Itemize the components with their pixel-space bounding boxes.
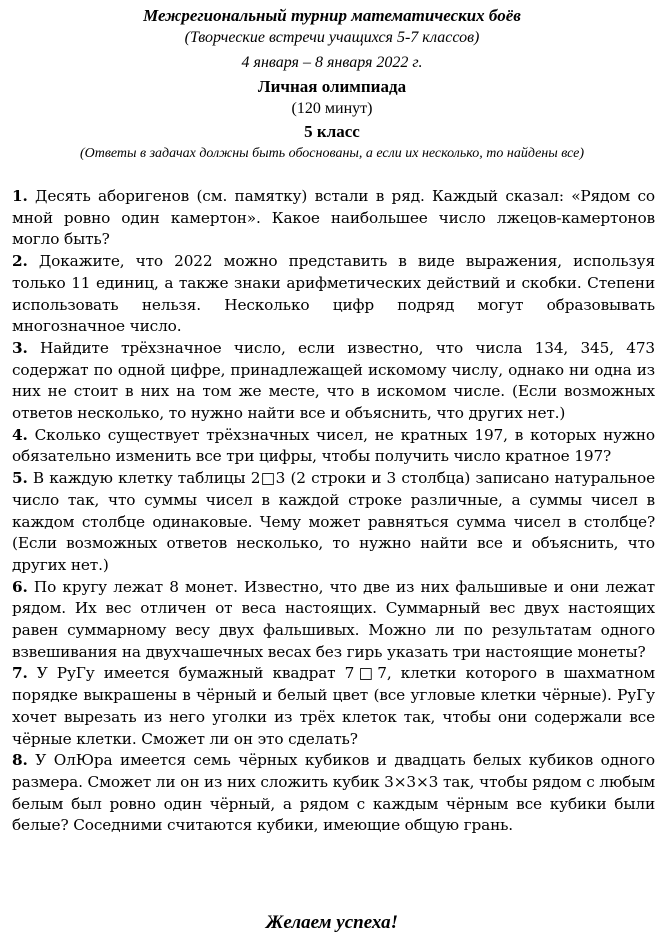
problem-4 (12, 425, 655, 468)
tournament-dates: 4 января – 8 января 2022 г. (241, 54, 423, 71)
problem-3 (12, 338, 655, 425)
problem-text: Десять аборигенов (см. памятку) встали в ряд. Каждый сказал: «Рядом со мной ровно один камертон». Какое наибольшее число лжецов-камертонов могло быть? (12, 187, 655, 249)
problem-7 (12, 663, 655, 750)
problem-number: 5. (12, 469, 28, 488)
problem-1 (12, 186, 655, 251)
problem-text: По кругу лежат 8 монет. Известно, что две из них фальшивые и они лежат рядом. Их вес отличен от веса настоящих. Суммарный вес двух настоящих равен суммарному весу двух фальшивых. Можно ли по результатам одного взвешивания на двухчашечных весах без гирь указать три настоящие монеты? (12, 577, 655, 661)
tournament-subtitle: (Творческие встречи учащихся 5-7 классов) (184, 29, 480, 46)
grade-label: 5 класс (304, 122, 360, 141)
closing-wish: Желаем успеха! (265, 912, 399, 933)
olympiad-title: Личная олимпиада (257, 77, 407, 96)
problem-6 (12, 577, 655, 664)
problem-number: 3. (12, 338, 28, 357)
problem-number: 1. (12, 187, 28, 205)
problem-text: Докажите, что 2022 можно представить в виде выражения, используя только 11 единиц, а также знаки арифметических действий и скобки. Степени использовать нельзя. Несколько цифр подряд могут образовывать многозначное число. (12, 252, 656, 336)
problem-number: 7. (12, 664, 28, 683)
problem-text: У ОлЮра имеется семь чёрных кубиков и двадцать белых кубиков одного размера. Сможет ли он из них сложить кубик 3×3×3 так, чтобы рядом с любым белым был ровно один чёрный, а рядом с каждым чёрным все кубики были белые? Соседними считаются кубики, имеющие общую грань. (12, 751, 655, 835)
problem-number: 6. (12, 577, 28, 596)
problem-8 (12, 750, 655, 837)
problem-text: Сколько существует трёхзначных чисел, не кратных 197, в которых нужно обязательно изменить все три цифры, чтобы получить число кратное 197? (12, 425, 655, 466)
problem-5 (12, 468, 655, 577)
olympiad-duration: (120 минут) (291, 100, 373, 117)
problem-number: 8. (12, 751, 28, 770)
problem-text: Найдите трёхзначное число, если известно, что числа 134, 345, 473 содержат по одной цифре, принадлежащей искомому числу, однако ни одна из них не стоит в них на том же месте, что в искомом числе. (Если возможных ответов несколько, то нужно найти все и объяснить, что других нет.) (12, 338, 655, 423)
document-header (0, 5, 664, 164)
problem-text: В каждую клетку таблицы 2□3 (2 строки и 3 столбца) записано натуральное число так, что суммы чисел в каждой строке различные, а суммы чисел в каждом столбце одинаковые. Чему может равняться сумма чисел в столбце? (Если возможных ответов несколько, то нужно найти все и объяснить, что других нет.) (12, 469, 655, 574)
problem-text: У РуГу имеется бумажный квадрат 7□7, клетки которого в шахматном порядке выкрашены в чёрный и белый цвет (все угловые клетки чёрные). РуГу хочет вырезать из него уголки из трёх клеток так, чтобы они содержали все чёрные клетки. Сможет ли он это сделать? (12, 664, 655, 748)
problem-2 (12, 251, 655, 338)
instructions-note: (Ответы в задачах должны быть обоснованы, а если их несколько, то найдены все) (79, 146, 585, 161)
problem-list (12, 186, 655, 837)
problem-number: 2. (12, 252, 28, 271)
problem-number: 4. (12, 425, 28, 444)
tournament-title: Межрегиональный турнир математических боёв (143, 6, 521, 25)
